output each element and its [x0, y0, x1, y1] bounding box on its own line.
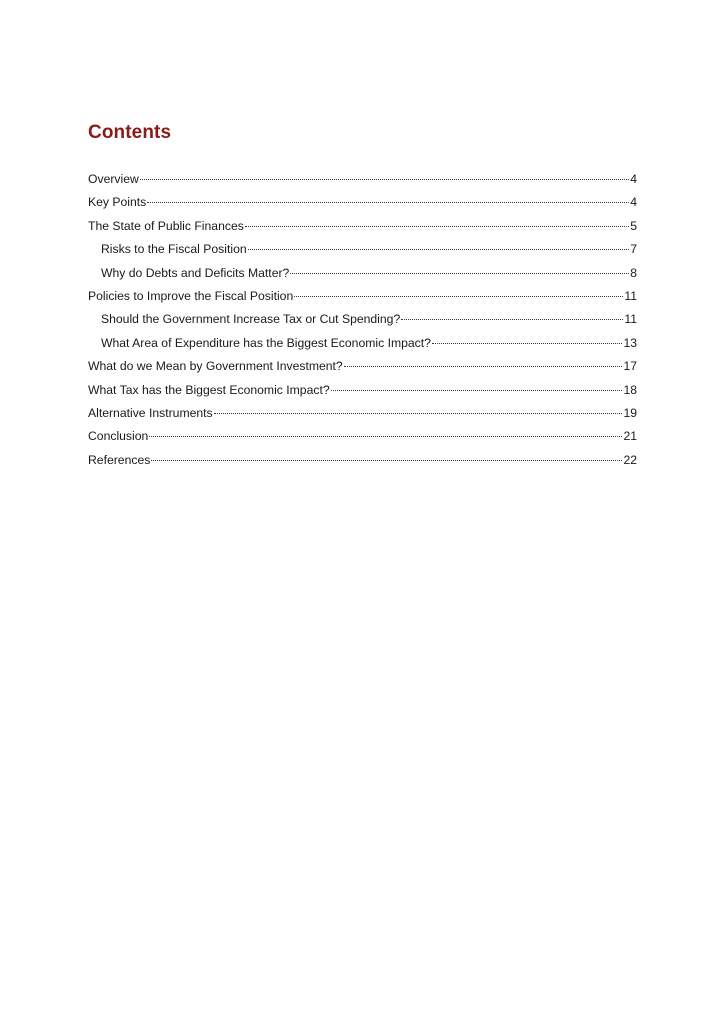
toc-entry-page-number: 13 [623, 335, 637, 350]
toc-entry-label[interactable]: The State of Public Finances [88, 218, 244, 233]
toc-entry-label[interactable]: What Tax has the Biggest Economic Impact? [88, 382, 330, 397]
dot-leader [344, 365, 623, 367]
toc-entry-page-number: 22 [623, 452, 637, 467]
toc-entry-label[interactable]: Overview [88, 172, 139, 186]
dot-leader [432, 342, 623, 344]
toc-entry-label[interactable]: Key Points [88, 195, 147, 210]
toc-entry-label[interactable]: References [88, 452, 151, 467]
toc-entry-page-number: 8 [630, 265, 637, 280]
toc-entry[interactable] [88, 262, 637, 285]
toc-entry-label[interactable]: Risks to the Fiscal Position [101, 242, 247, 257]
toc-entry-page-number: 4 [630, 195, 637, 210]
toc-entry-page-number: 5 [630, 218, 637, 233]
toc-entry[interactable] [88, 402, 637, 425]
dot-leader [294, 295, 623, 297]
toc-entry-label[interactable]: What do we Mean by Government Investment? [88, 359, 343, 374]
toc-entry-page-number: 4 [630, 172, 637, 186]
toc-entry-label[interactable]: Policies to Improve the Fiscal Position [88, 288, 294, 303]
toc-entry-page-number: 7 [630, 242, 637, 257]
toc-entry[interactable] [88, 215, 637, 238]
dot-leader [140, 178, 629, 180]
toc-entry[interactable] [88, 285, 637, 308]
toc-entry-page-number: 19 [623, 405, 637, 420]
toc-entry[interactable] [88, 379, 637, 402]
dot-leader [401, 318, 623, 320]
dot-leader [147, 201, 629, 203]
dot-leader [331, 389, 623, 391]
dot-leader [248, 248, 630, 250]
toc-entry[interactable] [88, 425, 637, 448]
toc-entry[interactable] [88, 238, 637, 261]
dot-leader [245, 225, 629, 227]
toc-entry-label[interactable]: Should the Government Increase Tax or Cut Spending? [101, 312, 401, 327]
toc-entry[interactable] [88, 168, 637, 191]
dot-leader [214, 412, 623, 414]
toc-entry[interactable] [88, 191, 637, 214]
toc-entry[interactable] [88, 332, 637, 355]
toc-entry-page-number: 21 [623, 429, 637, 444]
table-of-contents [88, 168, 637, 472]
toc-entry[interactable] [88, 355, 637, 378]
dot-leader [149, 435, 622, 437]
contents-heading: Contents [88, 122, 172, 143]
toc-entry-label[interactable]: Why do Debts and Deficits Matter? [101, 265, 290, 280]
dot-leader [151, 459, 622, 461]
toc-entry-page-number: 17 [623, 359, 637, 374]
toc-entry-label[interactable]: Conclusion [88, 429, 149, 444]
toc-entry-page-number: 11 [624, 288, 637, 303]
toc-entry-label[interactable]: What Area of Expenditure has the Biggest Economic Impact? [101, 335, 431, 350]
toc-entry-label[interactable]: Alternative Instruments [88, 405, 213, 420]
toc-entry-page-number: 11 [624, 312, 637, 327]
toc-entry[interactable] [88, 308, 637, 331]
toc-entry[interactable] [88, 449, 637, 472]
dot-leader [290, 272, 629, 274]
toc-entry-page-number: 18 [623, 382, 637, 397]
